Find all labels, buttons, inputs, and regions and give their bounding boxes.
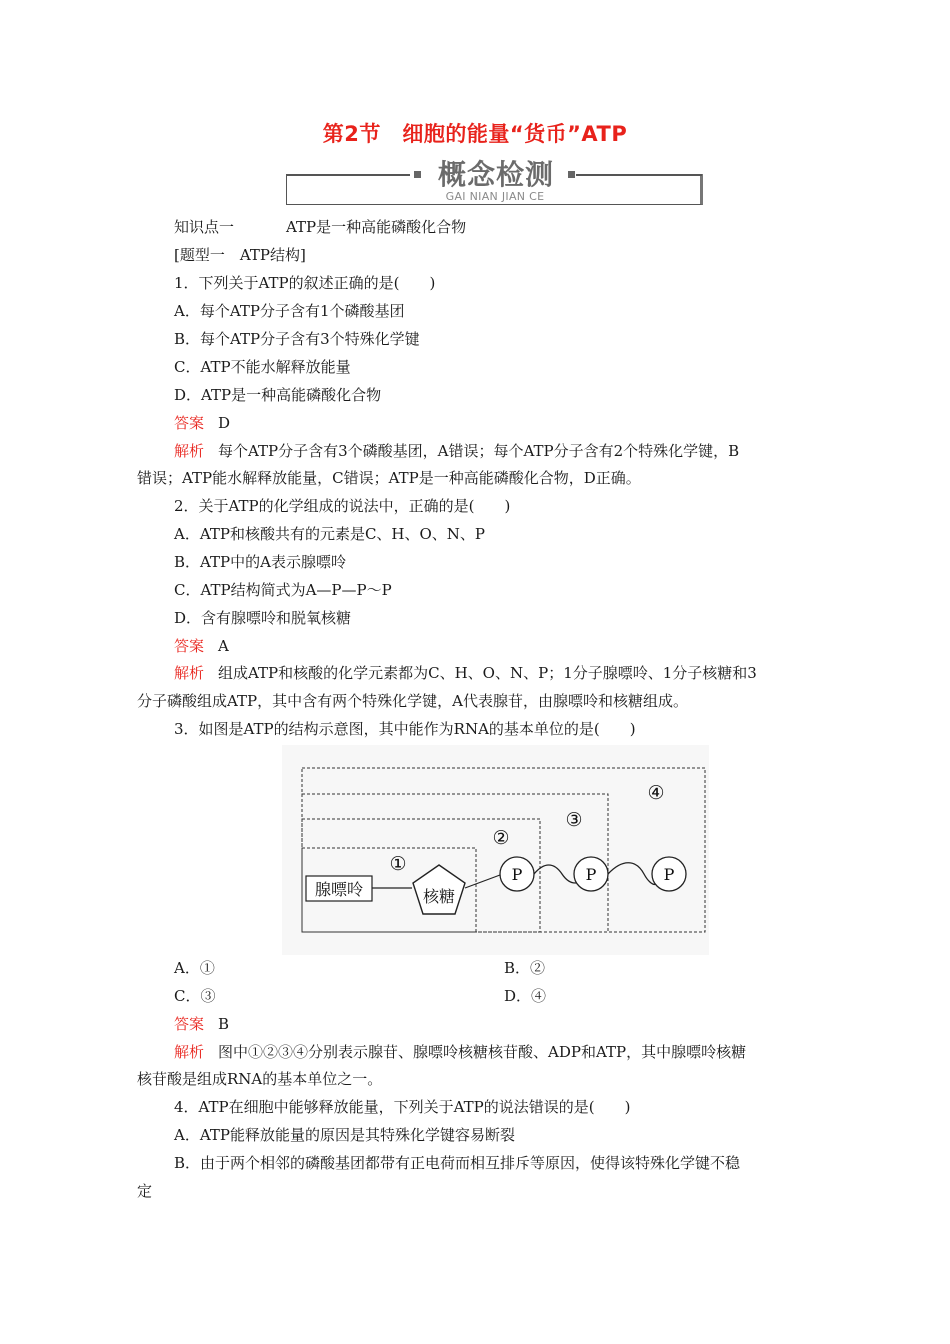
- q3-analysis-line-2: 核苷酸是组成RNA的基本单位之一。: [137, 1070, 383, 1088]
- q1-stem: 1．下列关于ATP的叙述正确的是( ): [174, 274, 436, 292]
- q2-option-c: C．ATP结构简式为A—P—P～P: [174, 581, 392, 599]
- q3-option-c: C．③: [174, 987, 216, 1005]
- ribose-label: 核糖: [422, 887, 456, 906]
- banner-dot-left: [414, 171, 421, 178]
- q1-analysis-line-2: 错误；ATP能水解释放能量，C错误；ATP是一种高能磷酸化合物，D正确。: [137, 469, 641, 487]
- q3-option-d: D．④: [504, 987, 547, 1005]
- question-type: [题型一 ATP结构]: [174, 246, 306, 264]
- q2-analysis-line-2: 分子磷酸组成ATP，其中含有两个特殊化学键，A代表腺苷，由腺嘌呤和核糖组成。: [137, 692, 688, 710]
- q4-option-b-continued: 定: [137, 1182, 153, 1200]
- banner-rule-right: [576, 174, 702, 176]
- atp-structure-diagram: [282, 745, 709, 955]
- banner-title: 概念检测: [437, 158, 554, 191]
- answer-label: 答案: [174, 414, 205, 432]
- analysis-text: 每个ATP分子含有3个磷酸基团，A错误；每个ATP分子含有2个特殊化学键，B: [218, 442, 740, 460]
- phosphate-2-label: P: [585, 865, 597, 884]
- knowledge-point: [174, 217, 466, 237]
- q1-analysis-line-1: [174, 441, 739, 461]
- q4-option-b: B．由于两个相邻的磷酸基团都带有正电荷而相互排斥等原因，使得该特殊化学键不稳: [174, 1154, 741, 1172]
- analysis-label: 解析: [174, 664, 205, 682]
- diagram-background: [282, 745, 709, 955]
- banner-dot-right: [568, 171, 575, 178]
- q1-option-c: C．ATP不能水解释放能量: [174, 358, 351, 376]
- answer-value: A: [218, 637, 229, 655]
- marker-1: ①: [389, 853, 407, 875]
- section-banner: [286, 160, 702, 208]
- q1-option-a: A．每个ATP分子含有1个磷酸基团: [174, 302, 405, 320]
- q2-analysis-line-1: [174, 663, 757, 683]
- analysis-text: 组成ATP和核酸的化学元素都为C、H、O、N、P；1分子腺嘌呤、1分子核糖和3: [218, 664, 757, 682]
- banner-subtitle: GAI NIAN JIAN CE: [445, 190, 545, 203]
- marker-4: ④: [647, 782, 665, 804]
- analysis-label: 解析: [174, 1043, 205, 1061]
- q2-stem: 2．关于ATP的化学组成的说法中，正确的是( ): [174, 497, 511, 515]
- banner-rule-left: [286, 174, 410, 176]
- knowledge-point-text: ATP是一种高能磷酸化合物: [286, 218, 467, 236]
- knowledge-point-label: 知识点一: [174, 218, 235, 236]
- marker-2: ②: [492, 827, 510, 849]
- q2-option-a: A．ATP和核酸共有的元素是C、H、O、N、P: [174, 525, 486, 543]
- marker-3: ③: [565, 809, 583, 831]
- phosphate-1-label: P: [511, 865, 523, 884]
- page-title: 第2节 细胞的能量“货币”ATP: [322, 122, 628, 146]
- analysis-text: 图中①②③④分别表示腺苷、腺嘌呤核糖核苷酸、ADP和ATP，其中腺嘌呤核糖: [218, 1043, 747, 1061]
- analysis-label: 解析: [174, 442, 205, 460]
- q2-answer: [174, 636, 229, 656]
- q1-option-d: D．ATP是一种高能磷酸化合物: [174, 386, 382, 404]
- q3-option-b: B．②: [504, 959, 546, 977]
- q3-stem: 3．如图是ATP的结构示意图，其中能作为RNA的基本单位的是( ): [174, 720, 636, 738]
- q3-analysis-line-1: [174, 1042, 746, 1062]
- phosphate-3-label: P: [663, 865, 675, 884]
- answer-value: D: [218, 414, 231, 432]
- answer-label: 答案: [174, 1015, 205, 1033]
- q2-option-d: D．含有腺嘌呤和脱氧核糖: [174, 609, 352, 627]
- q1-option-b: B．每个ATP分子含有3个特殊化学键: [174, 330, 420, 348]
- answer-label: 答案: [174, 637, 205, 655]
- adenine-label: 腺嘌呤: [314, 880, 364, 899]
- q3-option-a: A．①: [174, 959, 215, 977]
- q4-stem: 4．ATP在细胞中能够释放能量，下列关于ATP的说法错误的是( ): [174, 1098, 631, 1116]
- q2-option-b: B．ATP中的A表示腺嘌呤: [174, 553, 346, 571]
- answer-value: B: [218, 1015, 230, 1033]
- q4-option-a: A．ATP能释放能量的原因是其特殊化学键容易断裂: [174, 1126, 515, 1144]
- q1-answer: [174, 413, 230, 433]
- q3-answer: [174, 1014, 229, 1034]
